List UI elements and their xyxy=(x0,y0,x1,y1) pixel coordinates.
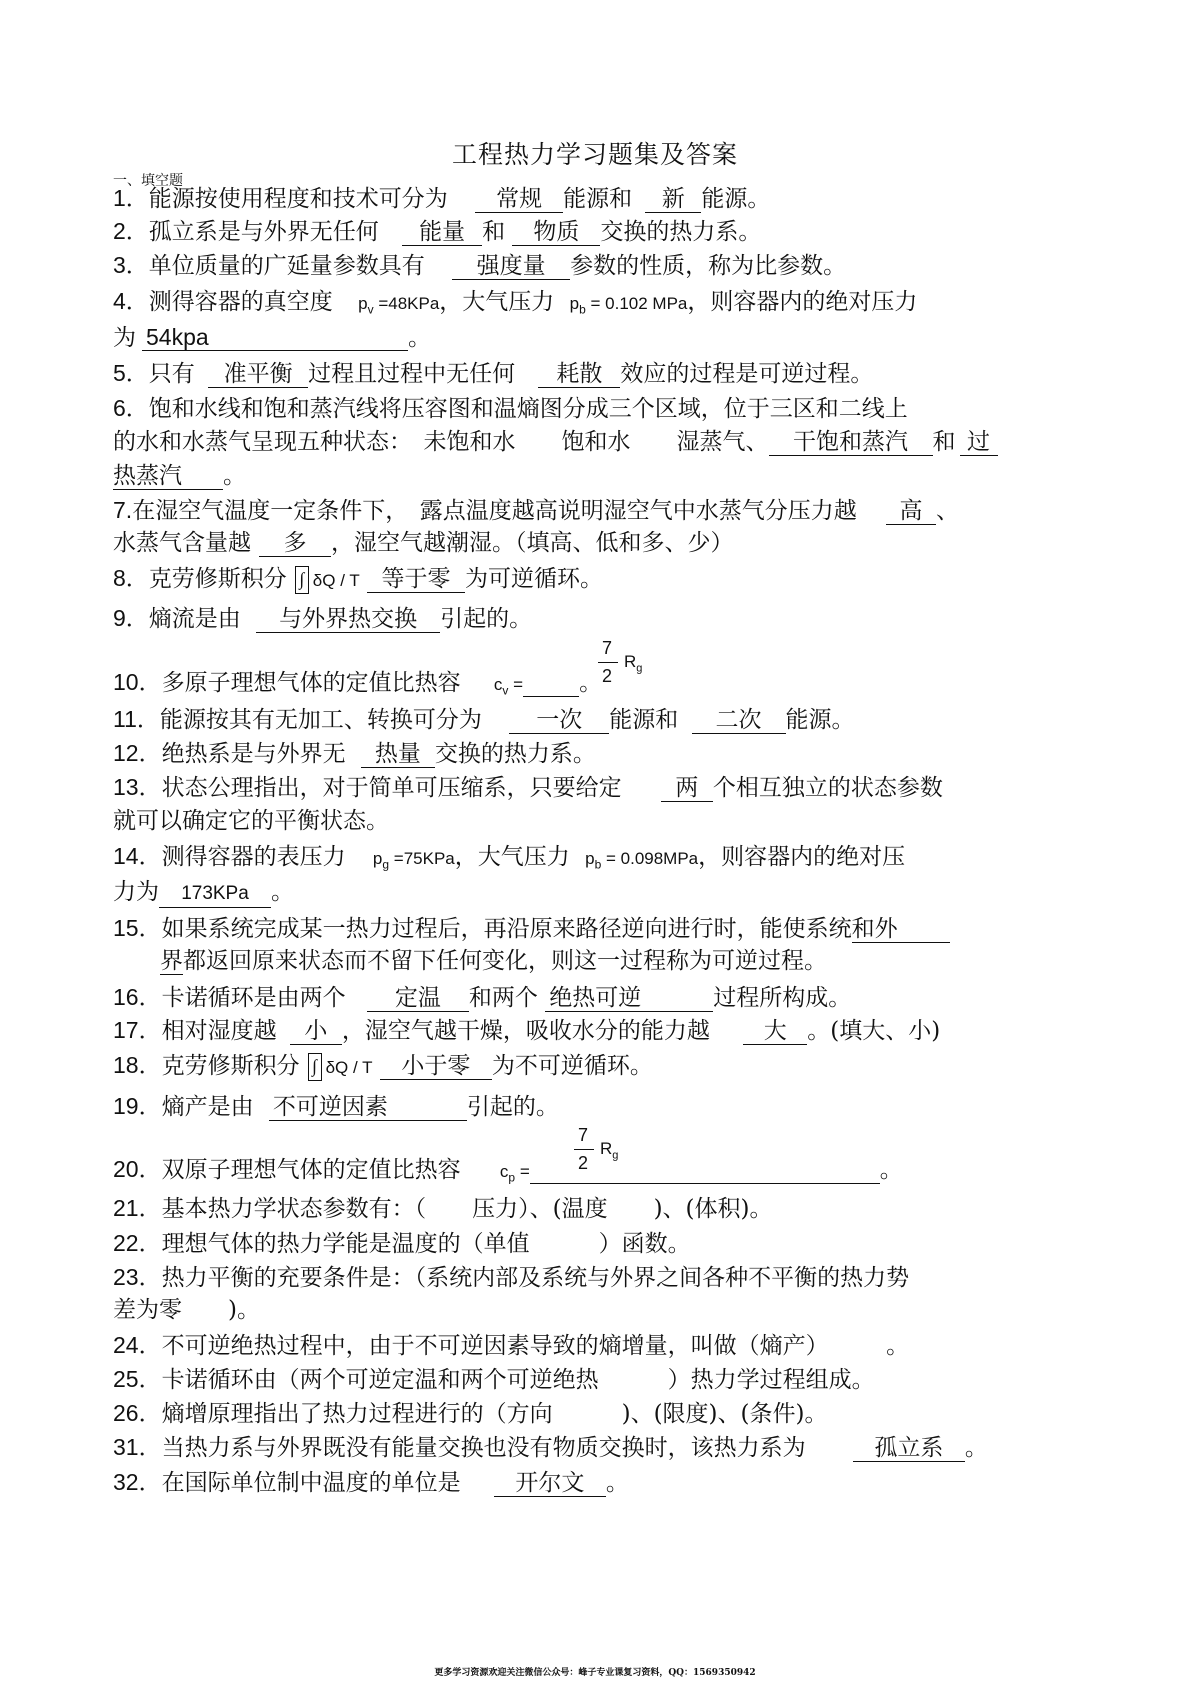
integral-icon: ∫ xyxy=(308,1053,322,1081)
answer-blank: 绝热可逆 xyxy=(545,985,713,1012)
answer-blank: 耗散 xyxy=(538,361,620,388)
answer-blank: 强度量 xyxy=(452,253,570,280)
integral-icon: ∫ xyxy=(295,566,309,594)
question-15-cont: 界都返回原来状态而不留下任何变化，则这一过程称为可逆过程。 xyxy=(160,948,827,974)
question-31: 31．当热力系与外界既没有能量交换也没有物质交换时，该热力系为 孤立系 。 xyxy=(113,1434,988,1461)
question-23-cont: 差为零 )。 xyxy=(113,1297,260,1323)
question-14: 14．测得容器的表压力 $p_g =75KPa$，大气压力 $p_b = 0.098MPa$，则容器内的绝对压 xyxy=(113,843,906,872)
question-13-cont: 就可以确定它的平衡状态。 xyxy=(113,808,389,834)
answer-blank: 开尔文 xyxy=(494,1470,606,1497)
answer-blank xyxy=(530,1157,880,1184)
question-9: 9．熵流是由 与外界热交换 引起的。 xyxy=(113,605,533,632)
answer-blank: 不可逆因素 xyxy=(269,1094,467,1121)
question-4: 4．测得容器的真空度 $p_v =48KPa$，大气压力 $p_b = 0.102$ MPa，则容器内的绝对压力 xyxy=(113,288,918,317)
question-7: 7.在湿空气温度一定条件下， 露点温度越高说明湿空气中水蒸气分压力越 高 、 xyxy=(113,497,959,524)
question-2: 2．孤立系是与外界无任何 能量 和 物质 交换的热力系。 xyxy=(113,218,762,245)
answer-blank: 高 xyxy=(886,498,936,525)
question-17: 17．相对湿度越 小 ，湿空气越干燥，吸收水分的能力越 大 。(填大、小) xyxy=(113,1017,941,1044)
question-11: 11．能源按其有无加工、转换可分为 一次 能源和 二次 能源。 xyxy=(113,706,855,733)
answer-blank: 干饱和蒸汽 xyxy=(769,429,933,456)
question-26: 26．熵增原理指出了热力过程进行的（方向 )、(限度)、(条件)。 xyxy=(113,1400,828,1427)
answer-blank: 界 xyxy=(160,948,183,974)
question-18: 18．克劳修斯积分 ∫ δQ / T 小于零 为不可逆循环。 xyxy=(113,1052,653,1079)
question-19: 19．熵产是由 不可逆因素 引起的。 xyxy=(113,1093,559,1120)
answer-blank: 定温 xyxy=(367,985,469,1012)
answer-blank: 过 xyxy=(960,429,998,456)
question-10: 10．多原子理想气体的定值比热容 $c_v$ = 。 xyxy=(113,669,603,698)
answer-blank: 孤立系 xyxy=(853,1435,965,1462)
question-5: 5．只有 准平衡 过程且过程中无任何 耗散 效应的过程是可逆过程。 xyxy=(113,360,874,387)
answer-blank: 一次 xyxy=(509,707,609,734)
answer-blank: 多 xyxy=(259,530,331,557)
answer-blank: 二次 xyxy=(692,707,786,734)
section-heading: 一、填空题 xyxy=(113,173,183,189)
answer-blank: 大 xyxy=(743,1018,807,1045)
question-6-cont2: 热蒸汽 。 xyxy=(113,463,246,489)
question-6-cont: 的水和水蒸气呈现五种状态： 未饱和水 饱和水 湿蒸气、 干饱和蒸汽 和 过 xyxy=(113,427,998,457)
question-24: 24．不可逆绝热过程中，由于不可逆因素导致的熵增量，叫做（熵产） 。 xyxy=(113,1332,910,1359)
answer-blank: 两 xyxy=(661,775,713,802)
footer-note: 更多学习资源欢迎关注微信公众号：峰子专业课复习资料，QQ：1569350942 xyxy=(434,1668,756,1678)
question-15: 15．如果系统完成某一热力过程后，再沿原来路径逆向进行时，能使系统和外 xyxy=(113,913,950,944)
answer-blank: 小于零 xyxy=(380,1053,492,1080)
answer-blank: 等于零 xyxy=(367,566,465,593)
question-3: 3．单位质量的广延量参数具有 强度量 参数的性质，称为比参数。 xyxy=(113,252,847,279)
answer-blank: 准平衡 xyxy=(208,361,308,388)
answer-blank: 能量 xyxy=(402,219,482,246)
question-16: 16．卡诺循环是由两个 定温 和两个 绝热可逆 过程所构成。 xyxy=(113,984,852,1011)
question-14-cont: 力为 173KPa 。 xyxy=(113,877,294,908)
question-25: 25．卡诺循环由（两个可逆定温和两个可逆绝热 ）热力学过程组成。 xyxy=(113,1366,875,1393)
fraction-7-2-rg: 7 2 $R_g$ xyxy=(574,1125,634,1177)
question-32: 32．在国际单位制中温度的单位是 开尔文 。 xyxy=(113,1469,629,1496)
question-4-cont: 为 54kpa 。 xyxy=(113,324,431,351)
answer-blank: 新 xyxy=(645,186,701,213)
answer-blank: 物质 xyxy=(512,219,600,246)
answer-blank: 热蒸汽 xyxy=(113,463,223,490)
question-23: 23．热力平衡的充要条件是：（系统内部及系统与外界之间各种不平衡的热力势 xyxy=(113,1264,910,1291)
question-20: 20．双原子理想气体的定值比热容 $c_p$ = 。 xyxy=(113,1156,903,1185)
answer-blank: 173KPa xyxy=(159,881,271,908)
question-21: 21．基本热力学状态参数有：（ 压力）、(温度 )、(体积)。 xyxy=(113,1195,773,1222)
answer-blank: 小 xyxy=(290,1018,342,1045)
fraction-7-2-rg: 7 2 $R_g$ xyxy=(598,638,658,690)
question-6: 6．饱和水线和饱和蒸汽线将压容图和温熵图分成三个区域，位于三区和二线上 xyxy=(113,395,908,422)
answer-blank: 54kpa xyxy=(142,324,408,351)
answer-blank: 常规 xyxy=(475,186,563,213)
document-title: 工程热力学习题集及答案 xyxy=(451,140,738,169)
question-7-cont: 水蒸气含量越 多 ，湿空气越潮湿。（填高、低和多、少） xyxy=(113,530,734,556)
answer-blank: 与外界热交换 xyxy=(256,606,440,633)
answer-blank: 和外 xyxy=(852,916,950,943)
question-13: 13．状态公理指出，对于简单可压缩系，只要给定 两 个相互独立的状态参数 xyxy=(113,774,943,801)
answer-blank xyxy=(523,670,579,697)
answer-blank: 热量 xyxy=(361,741,435,768)
question-1: 1．能源按使用程度和技术可分为 常规 能源和 新 能源。 xyxy=(113,185,771,212)
question-12: 12．绝热系是与外界无 热量 交换的热力系。 xyxy=(113,740,596,767)
question-8: 8．克劳修斯积分 ∫ δQ / T 等于零 为可逆循环。 xyxy=(113,565,604,592)
question-22: 22．理想气体的热力学能是温度的（单值 ）函数。 xyxy=(113,1230,691,1257)
